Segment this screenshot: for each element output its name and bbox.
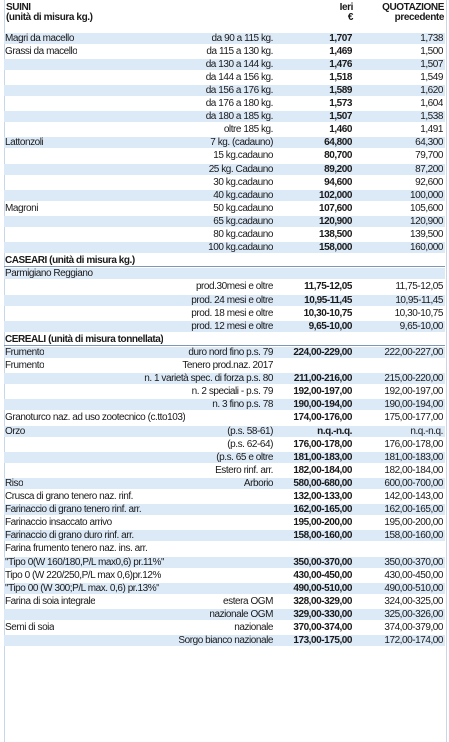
- row-price-precedente: 1,491: [420, 124, 443, 136]
- row-price-ieri: 1,589: [329, 84, 352, 96]
- row-detail: prod.30mesi e oltre: [195, 281, 273, 293]
- row-detail: da 90 a 115 kg.: [211, 32, 273, 44]
- row-price-precedente: 92,600: [415, 176, 443, 188]
- table-row: [4, 635, 445, 646]
- row-price-precedente: 374,00-379,00: [384, 622, 443, 633]
- row-price-ieri: 224,00-229,00: [293, 346, 352, 358]
- row-price-precedente: 158,00-160,00: [384, 530, 443, 542]
- table-row: [4, 137, 445, 148]
- row-name: Farinaccio di grano duro rinf. arr.: [5, 530, 134, 542]
- row-price-ieri: 11,75-12,05: [304, 281, 352, 293]
- row-price-ieri: 1,707: [329, 32, 352, 44]
- row-name: Orzo: [5, 425, 25, 437]
- row-price-ieri: 1,573: [329, 98, 352, 109]
- row-price-precedente: 182,00-184,00: [384, 464, 443, 476]
- row-name: Farinaccio di grano tenero rinf. arr.: [5, 504, 142, 516]
- row-price-precedente: 1,549: [420, 71, 443, 83]
- row-price-precedente: 430,00-450,00: [384, 569, 443, 581]
- row-detail: 65 kg.cadauno: [213, 215, 273, 227]
- row-detail: da 130 a 144 kg.: [205, 58, 273, 70]
- row-price-ieri: 192,00-197,00: [293, 386, 352, 398]
- row-detail: oltre 185 kg.: [223, 124, 273, 136]
- table-row: [4, 203, 445, 214]
- row-price-precedente: 1,538: [420, 111, 443, 123]
- row-price-ieri: 1,507: [329, 111, 352, 123]
- row-detail: 100 kg.cadauno: [208, 242, 273, 254]
- table-row: [4, 360, 445, 371]
- row-price-precedente: 142,00-143,00: [384, 491, 443, 502]
- row-price-precedente: 87,200: [415, 163, 443, 175]
- row-price-ieri: 10,30-10,75: [303, 307, 352, 319]
- row-name: Farinaccio insaccato arrivo: [5, 517, 112, 529]
- table-row: [4, 85, 445, 96]
- row-price-ieri: 107,600: [319, 202, 352, 214]
- table-row: [4, 465, 445, 476]
- table-row: [4, 478, 445, 489]
- row-price-ieri: 174,00-176,00: [293, 412, 352, 424]
- row-price-precedente: 1,507: [420, 58, 443, 70]
- table-row: [4, 98, 445, 109]
- table-row: [4, 111, 445, 122]
- row-price-precedente: 64,300: [415, 137, 443, 149]
- row-price-ieri: 10,95-11,45: [304, 294, 352, 306]
- row-detail: 15 kg.cadauno: [213, 150, 273, 162]
- row-price-ieri: 94,600: [324, 176, 352, 188]
- section-header-row: [4, 334, 445, 346]
- table-row: [4, 583, 445, 594]
- table-row: [4, 543, 445, 554]
- table-row: [4, 596, 445, 607]
- row-price-ieri: 1,460: [329, 124, 352, 136]
- row-name: Crusca di grano tenero naz. rinf.: [5, 491, 134, 502]
- row-price-ieri: 328,00-329,00: [293, 595, 352, 607]
- row-price-ieri: 580,00-680,00: [293, 477, 352, 489]
- table-row: [4, 177, 445, 188]
- row-price-precedente: 600,00-700,00: [384, 477, 443, 489]
- row-detail: duro nord fino p.s. 79: [188, 346, 273, 358]
- row-price-ieri: 162,00-165,00: [293, 504, 352, 516]
- row-price-ieri: 329,00-330,00: [293, 608, 352, 620]
- row-price-precedente: 195,00-200,00: [384, 517, 443, 529]
- row-price-ieri: 490,00-510,00: [293, 582, 352, 594]
- row-name: "Tipo 00 (W 300;P/L max. 0,6) pr.13%": [5, 582, 160, 594]
- table-row: [4, 268, 445, 279]
- row-price-precedente: 324,00-325,00: [384, 595, 443, 607]
- row-price-precedente: 190,00-194,00: [384, 399, 443, 411]
- column-header-ieri: Ieri: [339, 2, 353, 13]
- column-header-quotazione: QUOTAZIONE: [382, 2, 444, 13]
- row-name: Frumento: [5, 360, 45, 371]
- row-name: Grassi da macello: [5, 45, 78, 57]
- table-row: [4, 150, 445, 161]
- row-name: Farina frumento tenero naz. ins. arr.: [5, 543, 148, 555]
- table-row: [4, 321, 445, 332]
- row-name: Lattonzoli: [5, 137, 44, 149]
- row-price-ieri: n.q.-n.q.: [317, 425, 352, 437]
- row-detail: da 144 a 156 kg.: [205, 71, 273, 83]
- row-price-precedente: 79,700: [415, 150, 443, 162]
- row-name: CASEARI (unità di misura kg.): [5, 255, 135, 267]
- row-price-ieri: 158,00-160,00: [293, 530, 352, 542]
- table-row: [4, 609, 445, 620]
- row-detail: da 115 a 130 kg.: [206, 45, 273, 57]
- row-price-precedente: n.q.-n.q.: [410, 425, 443, 437]
- row-price-ieri: 1,469: [329, 45, 352, 57]
- row-price-precedente: 222,00-227,00: [384, 346, 443, 358]
- table-row: [4, 72, 445, 83]
- table-row: [4, 399, 445, 410]
- section-header-row: [4, 255, 445, 267]
- row-name: Tipo 0 (W 220/250,P/L max 0,6)pr.12%: [5, 569, 161, 581]
- row-detail: Sorgo bianco nazionale: [178, 635, 273, 647]
- table-row: [4, 308, 445, 319]
- row-price-precedente: 100,000: [410, 189, 443, 201]
- row-detail: Tenero prod.naz. 2017: [182, 360, 273, 371]
- row-detail: n. 3 fino p.s. 78: [212, 399, 273, 411]
- row-detail: prod. 18 mesi e oltre: [191, 307, 273, 319]
- row-price-ieri: 9,65-10,00: [308, 320, 352, 332]
- table-row: [4, 124, 445, 135]
- row-detail: n. 2 speciali - p.s. 79: [191, 386, 273, 398]
- row-detail: prod. 12 mesi e oltre: [191, 320, 273, 332]
- row-name: Parmigiano Reggiano: [5, 268, 93, 280]
- table-row: [4, 557, 445, 568]
- row-detail: 40 kg.cadauno: [213, 189, 273, 201]
- row-price-precedente: 172,00-174,00: [384, 635, 443, 647]
- row-price-ieri: 190,00-194,00: [293, 399, 352, 411]
- row-price-precedente: 192,00-197,00: [384, 386, 443, 398]
- row-price-ieri: 132,00-133,00: [293, 491, 352, 502]
- row-price-ieri: 102,000: [319, 189, 352, 201]
- row-price-ieri: 195,00-200,00: [293, 517, 352, 529]
- row-detail: estera OGM: [223, 595, 273, 607]
- table-row: [4, 242, 445, 253]
- table-row: [4, 190, 445, 201]
- row-detail: Estero rinf. arr.: [215, 464, 273, 476]
- row-name: Granoturco naz. ad uso zootecnico (c.tto103): [5, 412, 186, 424]
- row-price-precedente: 1,738: [420, 32, 443, 44]
- table-row: [4, 386, 445, 397]
- row-price-precedente: 175,00-177,00: [384, 412, 443, 424]
- table-row: [4, 570, 445, 581]
- table-row: [4, 426, 445, 437]
- row-price-precedente: 1,604: [420, 98, 443, 109]
- table-row: [4, 373, 445, 384]
- row-price-precedente: 162,00-165,00: [384, 504, 443, 516]
- row-price-precedente: 139,500: [410, 229, 443, 240]
- row-price-precedente: 215,00-220,00: [384, 373, 443, 385]
- table-row: [4, 504, 445, 515]
- row-price-ieri: 182,00-184,00: [293, 464, 352, 476]
- row-detail: 50 kg.cadauno: [213, 202, 273, 214]
- table-row: [4, 491, 445, 502]
- row-price-ieri: 89,200: [324, 163, 352, 175]
- row-name: Riso: [5, 477, 24, 489]
- row-detail: 80 kg.cadauno: [213, 229, 273, 240]
- row-price-precedente: 176,00-178,00: [384, 438, 443, 450]
- table-row: [4, 164, 445, 175]
- section-title: SUINI: [6, 2, 31, 13]
- row-price-precedente: 325,00-326,00: [384, 608, 443, 620]
- table-row: [4, 33, 445, 44]
- row-price-ieri: 158,000: [319, 242, 352, 254]
- row-price-ieri: 181,00-183,00: [293, 451, 352, 463]
- row-price-precedente: 1,500: [420, 45, 443, 57]
- row-detail: nazionale: [234, 622, 273, 633]
- row-detail: n. 1 varietà spec. di forza p.s. 80: [144, 373, 273, 385]
- row-price-ieri: 80,700: [324, 150, 352, 162]
- row-price-precedente: 9,65-10,00: [399, 320, 443, 332]
- row-price-ieri: 370,00-374,00: [293, 622, 352, 633]
- table-row: [4, 439, 445, 450]
- table-row: [4, 517, 445, 528]
- row-detail: prod. 24 mesi e oltre: [191, 294, 273, 306]
- row-name: CEREALI (unità di misura tonnellata): [5, 333, 164, 345]
- row-detail: da 156 a 176 kg.: [205, 84, 273, 96]
- row-price-ieri: 138,500: [319, 229, 352, 240]
- row-price-precedente: 490,00-510,00: [384, 582, 443, 594]
- table-row: [4, 295, 445, 306]
- row-name: Frumento: [5, 346, 45, 358]
- table-row: [4, 412, 445, 423]
- row-price-ieri: 211,00-216,00: [293, 373, 352, 385]
- row-price-precedente: 350,00-370,00: [384, 556, 443, 568]
- row-price-ieri: 1,518: [329, 71, 352, 83]
- row-detail: (p.s. 65 e oltre: [216, 451, 273, 463]
- row-detail: da 176 a 180 kg.: [205, 98, 273, 109]
- row-price-ieri: 176,00-178,00: [293, 438, 352, 450]
- row-price-ieri: 64,800: [324, 137, 352, 149]
- row-price-ieri: 120,900: [319, 215, 352, 227]
- row-detail: nazionale OGM: [209, 608, 273, 620]
- row-price-ieri: 173,00-175,00: [293, 635, 352, 647]
- table-row: [4, 216, 445, 227]
- table-row: [4, 530, 445, 541]
- row-detail: 30 kg.cadauno: [213, 176, 273, 188]
- row-price-precedente: 181,00-183,00: [384, 451, 443, 463]
- row-detail: (p.s. 58-61): [227, 425, 273, 437]
- row-price-ieri: 1,476: [329, 58, 352, 70]
- row-price-precedente: 11,75-12,05: [395, 281, 443, 293]
- row-name: Farina di soia integrale: [5, 595, 96, 607]
- row-price-precedente: 160,000: [410, 242, 443, 254]
- column-separator: [446, 0, 447, 742]
- row-detail: (p.s. 62-64): [227, 438, 273, 450]
- column-header-currency: €: [347, 12, 353, 23]
- row-name: Semi di soia: [5, 622, 55, 633]
- table-row: [4, 229, 445, 240]
- row-price-precedente: 120,900: [410, 215, 443, 227]
- table-row: [4, 59, 445, 70]
- row-detail: da 180 a 185 kg.: [205, 111, 273, 123]
- row-name: Magroni: [5, 202, 38, 214]
- table-row: [4, 622, 445, 633]
- table-row: [4, 46, 445, 57]
- row-detail: 25 kg. Cadauno: [208, 163, 273, 175]
- section-unit: (unità di misura kg.): [6, 12, 93, 23]
- row-price-precedente: 1,620: [420, 84, 443, 96]
- table-row: [4, 452, 445, 463]
- row-price-precedente: 10,95-11,45: [395, 294, 443, 306]
- column-header-precedente: precedente: [394, 12, 444, 23]
- row-price-precedente: 105,600: [410, 202, 443, 214]
- row-detail: Arborio: [243, 477, 273, 489]
- table-row: [4, 347, 445, 358]
- row-detail: 7 kg. (cadauno): [210, 137, 273, 149]
- row-name: "Tipo 0(W 160/180,P/L max0,6) pr.11%": [5, 556, 165, 568]
- row-name: Magri da macello: [5, 32, 74, 44]
- row-price-ieri: 350,00-370,00: [293, 556, 352, 568]
- row-price-ieri: 430,00-450,00: [293, 569, 352, 581]
- row-price-precedente: 10,30-10,75: [394, 307, 443, 319]
- table-row: [4, 281, 445, 292]
